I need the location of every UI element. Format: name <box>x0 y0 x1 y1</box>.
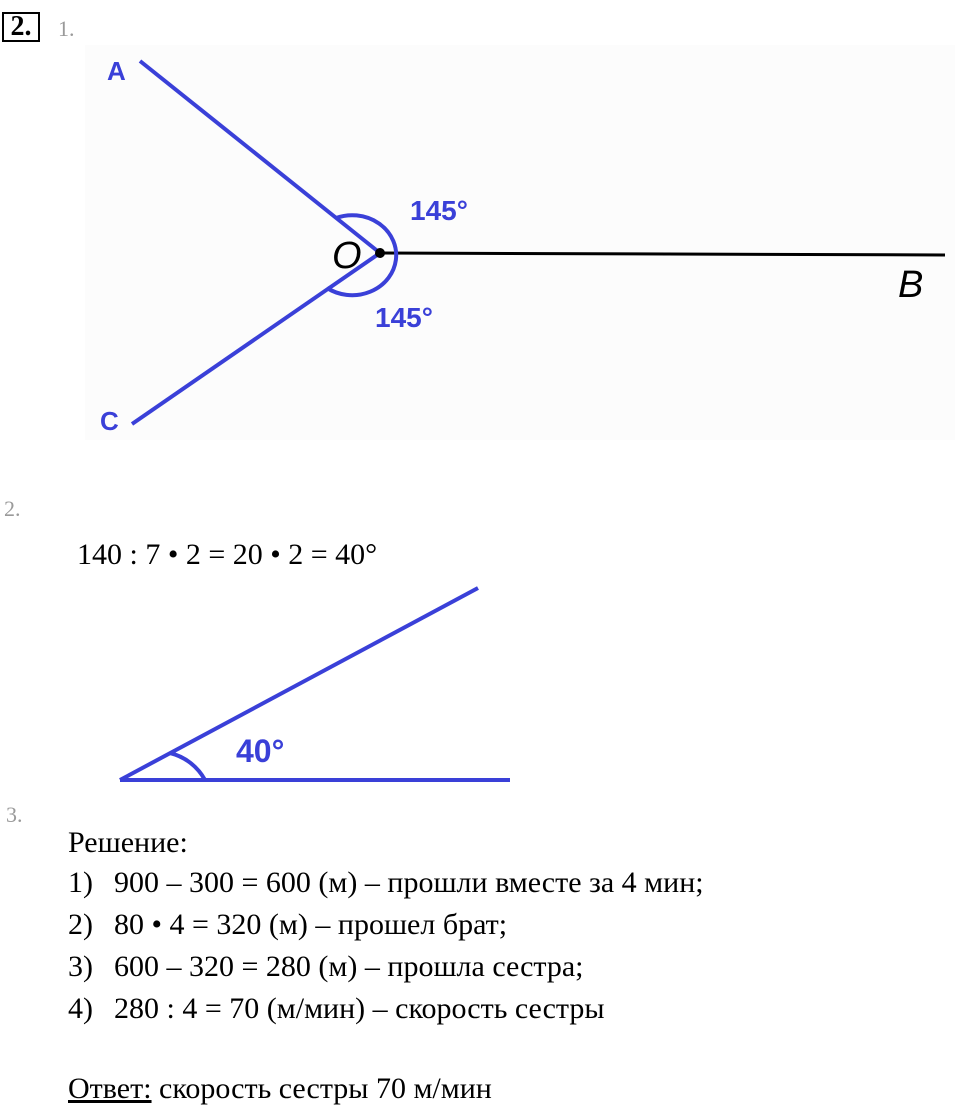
item-2-number: 2. <box>4 496 21 521</box>
solution-step-1 <box>68 866 704 900</box>
label-c: C <box>100 406 119 436</box>
angle-label-bottom: 145° <box>375 302 433 333</box>
label-o: O <box>332 235 362 277</box>
step-text: 900 – 300 = 600 (м) – прошли вместе за 4 мин; <box>114 866 704 899</box>
step-text: 280 : 4 = 70 (м/мин) – скорость сестры <box>114 992 605 1025</box>
ray-ob <box>380 253 945 255</box>
answer-label: Ответ: <box>68 1072 152 1105</box>
solution-step-3 <box>68 950 584 984</box>
angle-label-40: 40° <box>236 733 285 769</box>
solution-step-4 <box>68 992 605 1026</box>
vertex-point <box>375 248 385 258</box>
angle-arc-40 <box>170 753 205 780</box>
calculation-line: 140 : 7 • 2 = 20 • 2 = 40° <box>77 538 378 571</box>
solution-step-2 <box>68 908 507 942</box>
label-b: B <box>898 264 924 306</box>
answer-line <box>68 1072 492 1106</box>
step-text: 600 – 320 = 280 (м) – прошла сестра; <box>114 950 584 983</box>
step-number: 1) <box>68 866 93 899</box>
answer-text: скорость сестры 70 м/мин <box>151 1072 492 1105</box>
figure-background <box>85 45 955 440</box>
figure-angles-aob-boc <box>0 0 960 460</box>
step-number: 3) <box>68 950 93 983</box>
angle-upper-ray <box>120 588 478 780</box>
step-number: 4) <box>68 992 93 1025</box>
step-text: 80 • 4 = 320 (м) – прошел брат; <box>114 908 508 941</box>
figure-angle-40 <box>0 570 560 800</box>
angle-label-top: 145° <box>410 195 468 226</box>
label-a: A <box>107 56 126 86</box>
item-3-number: 3. <box>6 802 23 827</box>
item-1-number: 1. <box>58 16 75 41</box>
task-number: 2. <box>2 12 40 42</box>
solution-heading: Решение: <box>68 826 188 859</box>
step-number: 2) <box>68 908 93 941</box>
